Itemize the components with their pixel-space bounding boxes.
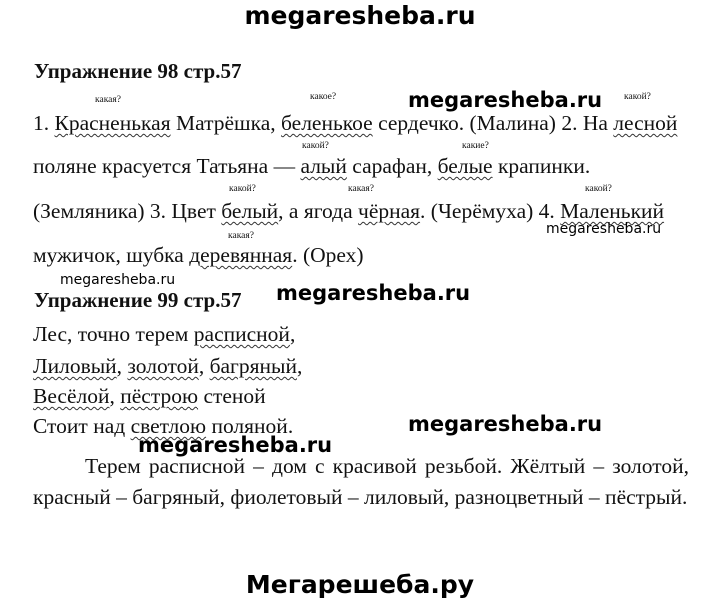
question-hint: какой? — [229, 184, 256, 194]
question-hint: какие? — [462, 141, 489, 151]
question-hint: какая? — [95, 95, 121, 105]
adjective: Маленький — [560, 199, 665, 223]
exercise-98-line-2: поляне красуется Татьяна — алый сарафан, белые крапинки. — [33, 154, 591, 178]
poem-line-3: Весёлой, пёстрою стеной — [33, 384, 266, 408]
watermark: megaresheba.ru — [408, 412, 603, 436]
adjective: Весёлой — [33, 384, 110, 408]
adjective: расписной — [193, 322, 290, 346]
adjective: багряный — [209, 354, 297, 378]
question-hint: какая? — [348, 184, 374, 194]
adjective: светлою — [130, 414, 207, 438]
adjective: пёстрою — [120, 384, 199, 408]
adjective: алый — [300, 154, 347, 178]
adjective: Красненькая — [54, 111, 171, 135]
adjective: лесной — [613, 111, 678, 135]
question-hint: какая? — [228, 231, 254, 241]
watermark-small: megaresheba.ru — [60, 272, 176, 288]
adjective: белый — [221, 199, 279, 223]
question-hint: какое? — [310, 92, 337, 102]
adjective: Лиловый — [33, 354, 117, 378]
exercise-98-line-4: мужичок, шубка деревянная. (Орех) — [33, 243, 364, 267]
watermark: megaresheba.ru — [138, 433, 333, 457]
question-hint: какой? — [585, 184, 612, 194]
poem-line-2: Лиловый, золотой, багряный, — [33, 354, 303, 378]
exercise-99-heading: Упражнение 99 стр.57 — [34, 288, 242, 312]
question-hint: какой? — [302, 141, 329, 151]
poem-line-1: Лес, точно терем расписной, — [33, 322, 296, 346]
question-hint: какой? — [624, 92, 651, 102]
watermark: megaresheba.ru — [408, 88, 603, 112]
adjective: чёрная — [358, 199, 421, 223]
adjective: белые — [437, 154, 493, 178]
footer-brand: Мегарешеба.ру — [245, 570, 475, 599]
explanation-paragraph: Терем расписной – дом с красивой резьбой. Жёлтый – золотой, красный – багряный, фиолетовый – лиловый, разноцветный – пёстрый. — [33, 454, 689, 509]
exercise-98-line-3: (Земляника) 3. Цвет белый, а ягода чёрная. (Черёмуха) 4. Маленький — [33, 199, 665, 223]
adjective: беленькое — [281, 111, 373, 135]
poem-line-4: Стоит над светлою поляной. — [33, 414, 294, 438]
adjective: золотой — [127, 354, 199, 378]
exercise-98-line-1: 1. Красненькая Матрёшка, беленькое сердечко. (Малина) 2. На лесной — [33, 111, 678, 135]
watermark-top: megaresheba.ru — [244, 1, 476, 30]
adjective: деревянная — [189, 243, 293, 267]
watermark: megaresheba.ru — [276, 281, 471, 305]
watermark-small: megaresheba.ru — [546, 221, 662, 237]
exercise-98-heading: Упражнение 98 стр.57 — [34, 59, 242, 83]
